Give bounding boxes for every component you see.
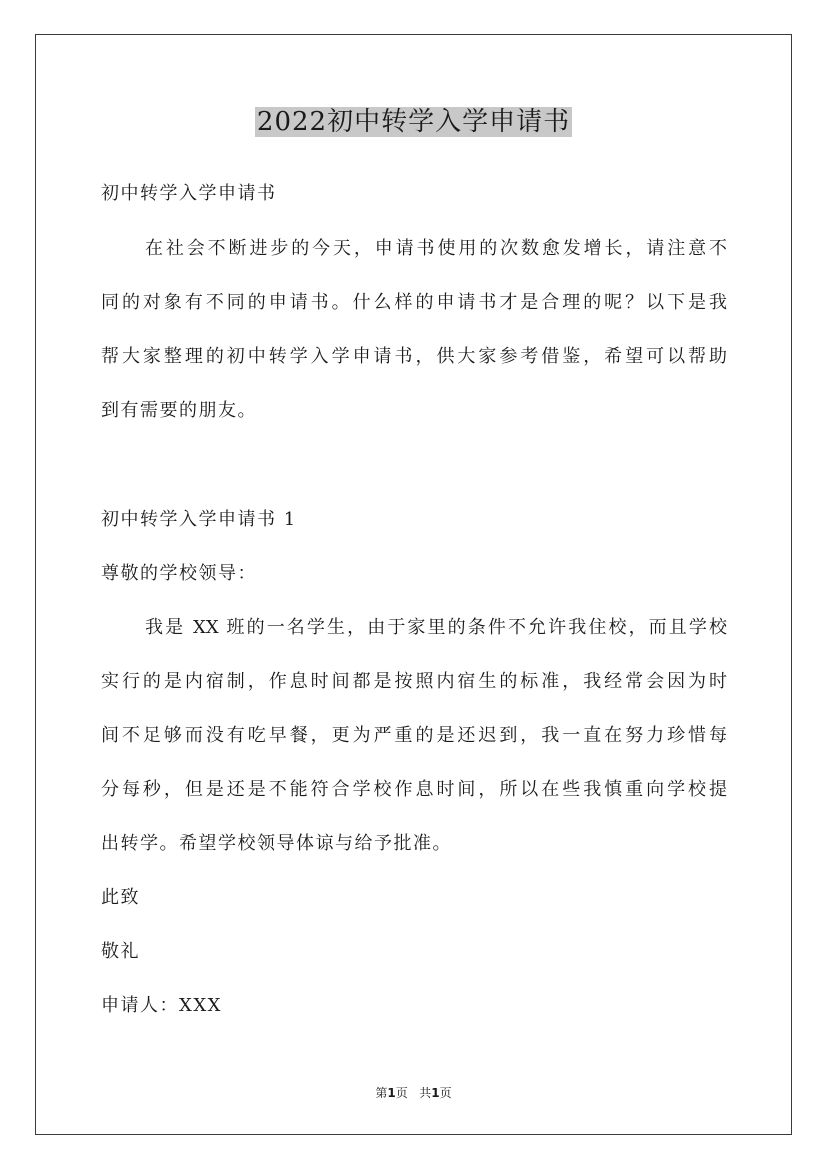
paragraph-line: 间不足够而没有吃早餐，更为严重的是还迟到，我一直在努力珍惜每 [101,725,727,746]
paragraph-line: 在社会不断进步的今天，申请书使用的次数愈发增长，请注意不 [145,238,727,259]
salutation: 尊敬的学校领导： [101,563,257,584]
paragraph-line: 同的对象有不同的申请书。什么样的申请书才是合理的呢？以下是我 [101,292,727,313]
section-heading: 初中转学入学申请书 1 [101,509,297,530]
paragraph-line: 我是 XX 班的一名学生，由于家里的条件不允许我住校，而且学校 [145,617,727,638]
signature-line: 申请人：XXX [101,995,222,1016]
heading-line: 初中转学入学申请书 [101,183,277,204]
paragraph-line: 实行的是内宿制，作息时间都是按照内宿生的标准，我经常会因为时 [101,671,727,692]
paragraph-line: 到有需要的朋友。 [101,400,257,421]
page-footer [0,1085,827,1101]
page-number: 1 [387,1086,396,1100]
document-title [0,103,827,141]
closing-line: 敬礼 [101,941,140,962]
paragraph-line: 分每秒，但是还是不能符合学校作息时间，所以在些我慎重向学校提 [101,779,727,800]
total-label-suffix: 页 [439,1086,452,1100]
total-label-prefix: 共 [419,1086,432,1100]
paragraph-line: 出转学。希望学校领导体谅与给予批准。 [101,833,452,854]
closing-line: 此致 [101,887,140,908]
page-label-suffix: 页 [395,1086,408,1100]
total-pages: 1 [431,1086,440,1100]
document-title-text: 2022初中转学入学申请书 [256,107,571,137]
page-label-prefix: 第 [375,1086,388,1100]
paragraph-line: 帮大家整理的初中转学入学申请书，供大家参考借鉴，希望可以帮助 [101,346,727,367]
